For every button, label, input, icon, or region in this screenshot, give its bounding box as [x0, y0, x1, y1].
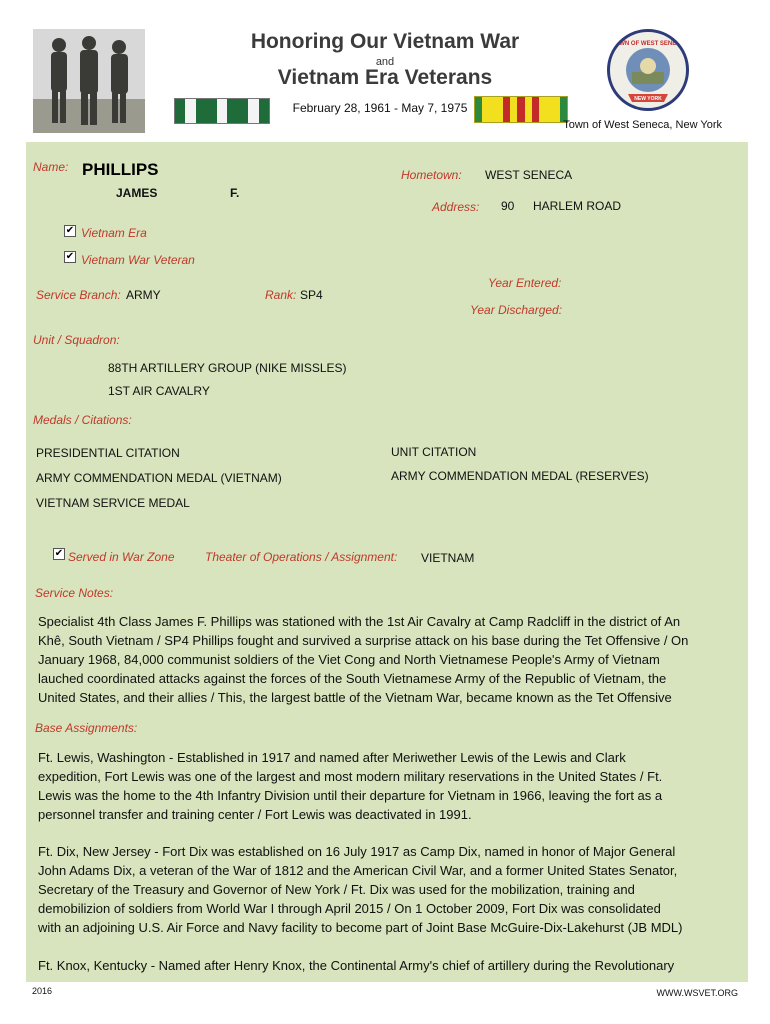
first-name: JAMES [116, 186, 158, 200]
footer-website-link[interactable]: WWW.WSVET.ORG [656, 988, 738, 998]
service-notes-label: Service Notes: [35, 586, 114, 600]
town-seal-icon [607, 29, 689, 111]
medals-label: Medals / Citations: [33, 413, 132, 427]
theater-label: Theater of Operations / Assignment: [205, 550, 398, 564]
medal-item: ARMY COMMENDATION MEDAL (VIETNAM) [36, 471, 282, 485]
name-label: Name: [33, 160, 69, 174]
base-assignments-label: Base Assignments: [35, 721, 138, 735]
vietnam-era-checkbox[interactable]: ✔ [65, 225, 75, 236]
war-zone-label: Served in War Zone [68, 550, 175, 564]
seal-text-top: TOWN OF WEST SENECA [611, 41, 685, 47]
war-veteran-checkbox[interactable]: ✔ [65, 251, 75, 262]
medal-item: ARMY COMMENDATION MEDAL (RESERVES) [391, 469, 649, 483]
address-number: 90 [501, 199, 515, 213]
title-line-2: Vietnam Era Veterans [277, 66, 493, 89]
theater-value: VIETNAM [421, 551, 475, 565]
branch-label: Service Branch: [36, 288, 121, 302]
base-assignment-paragraph: Ft. Lewis, Washington - Established in 1917 and named after Meriwether Lewis of the Lewis and Clark expedition, Fort Lewis was one of the largest and most modern military reservations in the United States / Ft. Lewis was the home to the 4th Infantry Division until their departure for Vietnam in 1966, leaving the fort as a personnel transfer and training center / Fort Lewis was deactivated in 1991. [38, 750, 663, 822]
middle-initial: F. [230, 186, 240, 200]
medal-item: VIETNAM SERVICE MEDAL [36, 496, 190, 510]
service-dates: February 28, 1961 - May 7, 1975 [292, 101, 468, 115]
address-label: Address: [432, 200, 480, 214]
unit-label: Unit / Squadron: [33, 333, 120, 347]
unit-line: 88TH ARTILLERY GROUP (NIKE MISSLES) [108, 361, 347, 375]
year-entered-label: Year Entered: [488, 276, 562, 290]
war-zone-checkbox[interactable]: ✔ [54, 548, 64, 559]
title-and: and [375, 56, 395, 68]
medal-item: PRESIDENTIAL CITATION [36, 446, 180, 460]
service-notes-text: Specialist 4th Class James F. Phillips was stationed with the 1st Air Cavalry at Camp Radcliff in the district of An Khê, South Vietnam / SP4 Phillips fought and survived a surprise attack on his base during the Tet Offensive / On January 1968, 84,000 communist soldiers of the Viet Cong and North Vietnamese People's Army of Vietnam lauched coordinated attacks against the forces of the South Vietnamese Army of the Republic of Vietnam, the United States, and their allies / This, the largest battle of the Vietnam War, became known as the Tet Offensive [38, 614, 689, 705]
seal-text-bottom: NEW YORK [634, 96, 662, 102]
hometown-label: Hometown: [401, 168, 462, 182]
address-street: HARLEM ROAD [533, 199, 622, 213]
rank-value: SP4 [300, 288, 323, 302]
last-name: PHILLIPS [82, 160, 159, 179]
town-caption: Town of West Seneca, New York [563, 119, 722, 131]
war-veteran-label: Vietnam War Veteran [81, 253, 195, 267]
footer-year: 2016 [32, 986, 53, 996]
title-line-1: Honoring Our Vietnam War [250, 30, 520, 53]
year-discharged-label: Year Discharged: [470, 303, 563, 317]
base-assignment-paragraph: Ft. Knox, Kentucky - Named after Henry Knox, the Continental Army's chief of artillery during the Revolutionary [38, 958, 675, 973]
rank-label: Rank: [265, 288, 297, 302]
branch-value: ARMY [126, 288, 161, 302]
hometown-value: WEST SENECA [485, 168, 573, 182]
medal-item: UNIT CITATION [391, 445, 477, 459]
vietnam-era-label: Vietnam Era [81, 226, 147, 240]
unit-line: 1ST AIR CAVALRY [108, 384, 210, 398]
base-assignment-paragraph: Ft. Dix, New Jersey - Fort Dix was established on 16 July 1917 as Camp Dix, named in honor of Major General John Adams Dix, a veteran of the War of 1812 and the American Civil War, and a former United States Senator, Secretary of the Treasury and Governor of New York / Ft. Dix was used for the mobilization, training and demobilizion of soldiers from World War I through April 2015 / On 1 October 2009, Fort Dix was consolidated with an adjoining U.S. Air Force and Navy facility to become part of Joint Base McGuire-Dix-Lakehurst (JB MDL) [38, 844, 683, 935]
